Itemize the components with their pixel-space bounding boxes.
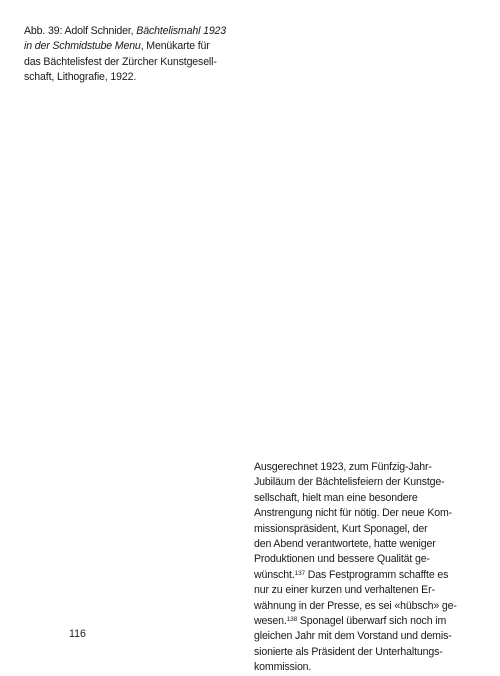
footnote-reference: 137	[294, 569, 306, 577]
paragraph-line: sellschaft, hielt man eine besondere	[254, 491, 418, 504]
paragraph-line: sionierte als Präsident der Unterhaltungs-	[254, 645, 443, 658]
paragraph-text: wesen.	[254, 615, 287, 628]
paragraph-text: Sponagel überwarf sich noch im	[297, 615, 447, 628]
body-paragraph	[254, 460, 480, 676]
paragraph-line: Ausgerechnet 1923, zum Fünfzig-Jahr-	[254, 461, 432, 473]
paragraph-line: gleichen Jahr mit dem Vorstand und demis-	[254, 630, 452, 643]
page-number: 116	[69, 628, 86, 640]
caption-prefix: Abb. 39: Adolf Schnider,	[24, 25, 137, 37]
paragraph-line: wähnung in der Presse, es sei «hübsch» ge-	[254, 599, 457, 612]
caption-artwork-title-continued: in der Schmidstube Menu	[24, 40, 141, 53]
caption-artwork-title: Bächtelismahl 1923	[136, 25, 227, 37]
paragraph-line	[254, 568, 480, 583]
paragraph-line: missionspräsident, Kurt Sponagel, der	[254, 522, 428, 535]
paragraph-line: nur zu einer kurzen und verhaltenen Er-	[254, 584, 435, 597]
paragraph-text: Das Festprogramm schaffte es	[305, 568, 449, 581]
paragraph-line: Jubiläum der Bächtelisfeiern der Kunstge-	[254, 476, 445, 489]
caption-line: das Bächtelisfest der Zürcher Kunstgesell-	[24, 55, 217, 68]
paragraph-line	[254, 614, 480, 629]
paragraph-line: kommission.	[254, 661, 312, 674]
caption-line	[24, 39, 250, 54]
paragraph-line: den Abend verantwortete, hatte weniger	[254, 538, 436, 551]
caption-line: schaft, Lithografie, 1922.	[24, 71, 137, 84]
figure-caption	[24, 24, 250, 86]
paragraph-line: Anstrengung nicht für nötig. Der neue Kom-	[254, 507, 453, 520]
caption-description: , Menükarte für	[140, 40, 210, 53]
caption-line	[24, 24, 250, 39]
footnote-reference: 138	[286, 616, 298, 624]
paragraph-text: wünscht.	[254, 568, 295, 581]
paragraph-line: Produktionen und bessere Qualität ge-	[254, 553, 430, 566]
